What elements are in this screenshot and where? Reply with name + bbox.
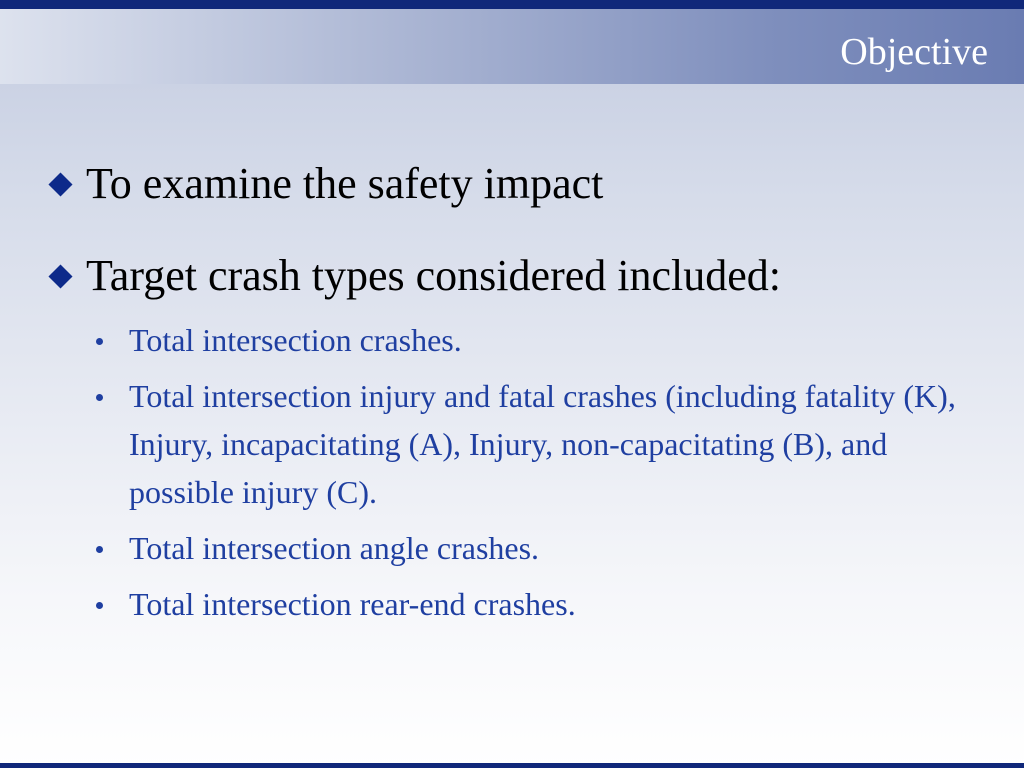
list-item-text: Total intersection angle crashes. (129, 530, 540, 566)
bullet-text: To examine the safety impact (86, 159, 604, 208)
diamond-bullet-icon (48, 264, 72, 288)
list-item-text: Total intersection rear-end crashes. (129, 586, 576, 622)
title-band (0, 9, 1024, 84)
slide-content (48, 156, 978, 628)
bullet-item (48, 156, 978, 212)
bullet-item (48, 248, 978, 304)
bottom-rule (0, 763, 1024, 768)
list-item (129, 524, 959, 572)
list-item-text: Total intersection crashes. (129, 322, 462, 358)
crash-types-list (48, 316, 959, 628)
bullet-text: Target crash types considered included: (86, 251, 781, 300)
dot-bullet-icon (96, 546, 103, 553)
list-item (129, 372, 959, 516)
diamond-bullet-icon (48, 172, 72, 196)
slide-title: Objective (840, 31, 988, 73)
list-item-text: Total intersection injury and fatal crashes (including fatality (K), Injury, incapacitating (A), Injury, non-capacitating (B), and possible injury (C). (129, 378, 956, 510)
list-item (129, 580, 959, 628)
list-item (129, 316, 959, 364)
dot-bullet-icon (96, 338, 103, 345)
dot-bullet-icon (96, 602, 103, 609)
top-rule (0, 0, 1024, 9)
dot-bullet-icon (96, 394, 103, 401)
